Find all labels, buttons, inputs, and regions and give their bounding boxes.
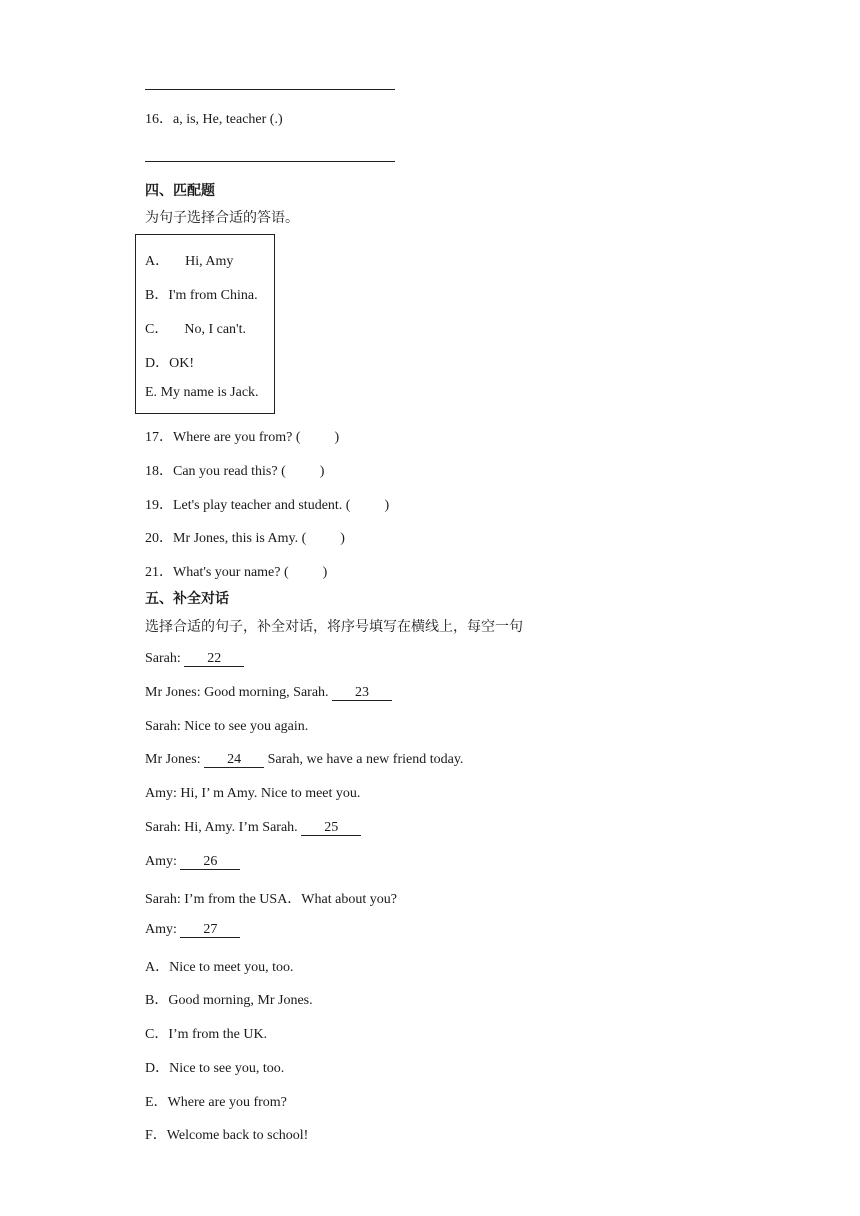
choice-letter: B． — [145, 993, 169, 1008]
dialogue-line-4 — [145, 752, 463, 768]
choice-text: Where are you from? — [167, 1095, 287, 1110]
question-16: 16．a, is, He, teacher (.) — [145, 112, 283, 127]
option-letter: C． — [145, 322, 169, 337]
dialogue-text: Mr Jones: Good morning, Sarah. — [145, 685, 333, 700]
question-close: ) — [334, 430, 340, 445]
dialogue-line-1 — [145, 651, 244, 667]
option-letter: B． — [145, 288, 169, 303]
question-19: 19．Let's play teacher and student. ( ) — [145, 498, 390, 513]
answer-blank-27[interactable]: 27 — [180, 923, 240, 938]
dialogue-line-7 — [145, 854, 240, 870]
choice-e — [145, 1091, 287, 1111]
section-5-title: 五、补全对话 — [145, 591, 229, 607]
option-text: My name is Jack. — [160, 385, 259, 400]
question-close: ) — [384, 498, 390, 513]
option-a — [145, 250, 233, 270]
dialogue-text: Amy: Hi, I’ m Amy. Nice to meet you. — [145, 786, 361, 801]
dialogue-line-9 — [145, 922, 240, 938]
dialogue-line-3 — [145, 719, 308, 735]
option-letter: D． — [145, 356, 170, 371]
choice-text: Welcome back to school! — [166, 1128, 309, 1143]
dialogue-text: Sarah: — [145, 651, 185, 666]
answer-blank-22[interactable]: 22 — [184, 652, 244, 667]
choice-a — [145, 956, 294, 976]
choice-text: Nice to meet you, too. — [169, 960, 294, 975]
choice-letter: A． — [145, 960, 170, 975]
option-text: I'm from China. — [168, 288, 258, 303]
section-5-instruction: 选择合适的句子，补全对话，将序号填写在横线上，每空一句 — [145, 619, 523, 635]
question-21: 21．What's your name? ( ) — [145, 565, 328, 580]
question-20: 20．Mr Jones, this is Amy. ( ) — [145, 531, 345, 546]
dialogue-text: Mr Jones: — [145, 752, 205, 767]
choice-letter: C． — [145, 1027, 169, 1042]
question-number: 18 — [145, 464, 159, 479]
dialogue-line-2 — [145, 685, 392, 701]
option-d — [145, 352, 194, 372]
choice-b — [145, 989, 313, 1009]
question-text: What's your name? ( — [173, 565, 289, 580]
dialogue-text: Sarah: Nice to see you again. — [145, 719, 309, 734]
choice-f — [145, 1124, 308, 1144]
option-letter: A． — [145, 254, 170, 269]
question-close: ) — [322, 565, 328, 580]
dialogue-line-8 — [145, 888, 397, 908]
option-text: OK! — [169, 356, 195, 371]
dialogue-text: Sarah: I’m from the USA．What about you? — [145, 892, 397, 907]
question-number: 17 — [145, 430, 159, 445]
option-c — [145, 318, 246, 338]
question-number: 20 — [145, 531, 159, 546]
dialogue-line-5 — [145, 786, 360, 802]
question-17: 17．Where are you from? ( ) — [145, 430, 340, 445]
dialogue-line-6 — [145, 820, 361, 836]
option-text: No, I can't. — [184, 322, 246, 337]
dialogue-text: Amy: — [145, 922, 181, 937]
choice-c — [145, 1023, 267, 1043]
option-e — [145, 385, 259, 401]
question-18: 18．Can you read this? ( ) — [145, 464, 325, 479]
answer-blank-23[interactable]: 23 — [332, 686, 392, 701]
option-b — [145, 284, 258, 304]
choice-text: I’m from the UK. — [168, 1027, 268, 1042]
answer-blank-26[interactable]: 26 — [180, 855, 240, 870]
question-text: Mr Jones, this is Amy. ( — [173, 531, 307, 546]
question-text: Let's play teacher and student. ( — [173, 498, 351, 513]
dialogue-text-after: Sarah, we have a new friend today. — [264, 752, 464, 767]
option-text: Hi, Amy — [185, 254, 234, 269]
choice-text: Good morning, Mr Jones. — [168, 993, 313, 1008]
answer-line-15[interactable] — [145, 89, 395, 90]
dialogue-text: Sarah: Hi, Amy. I’m Sarah. — [145, 820, 302, 835]
choice-letter: F． — [145, 1128, 167, 1143]
choice-text: Nice to see you, too. — [169, 1061, 285, 1076]
question-text: Where are you from? ( — [173, 430, 301, 445]
question-number: 16 — [145, 112, 159, 127]
answer-line-16[interactable] — [145, 161, 395, 162]
choice-letter: E． — [145, 1095, 168, 1110]
question-text: Can you read this? ( — [173, 464, 286, 479]
question-text: a, is, He, teacher (.) — [173, 112, 283, 127]
choice-d — [145, 1057, 284, 1077]
question-close: ) — [340, 531, 345, 546]
question-number: 19 — [145, 498, 159, 513]
question-number: 21 — [145, 565, 159, 580]
answer-blank-25[interactable]: 25 — [301, 821, 361, 836]
section-4-title: 四、匹配题 — [145, 183, 215, 199]
question-close: ) — [319, 464, 325, 479]
section-4-instruction: 为句子选择合适的答语。 — [145, 210, 299, 226]
choice-letter: D． — [145, 1061, 170, 1076]
answer-blank-24[interactable]: 24 — [204, 753, 264, 768]
option-letter: E. — [145, 385, 158, 400]
dialogue-text: Amy: — [145, 854, 181, 869]
